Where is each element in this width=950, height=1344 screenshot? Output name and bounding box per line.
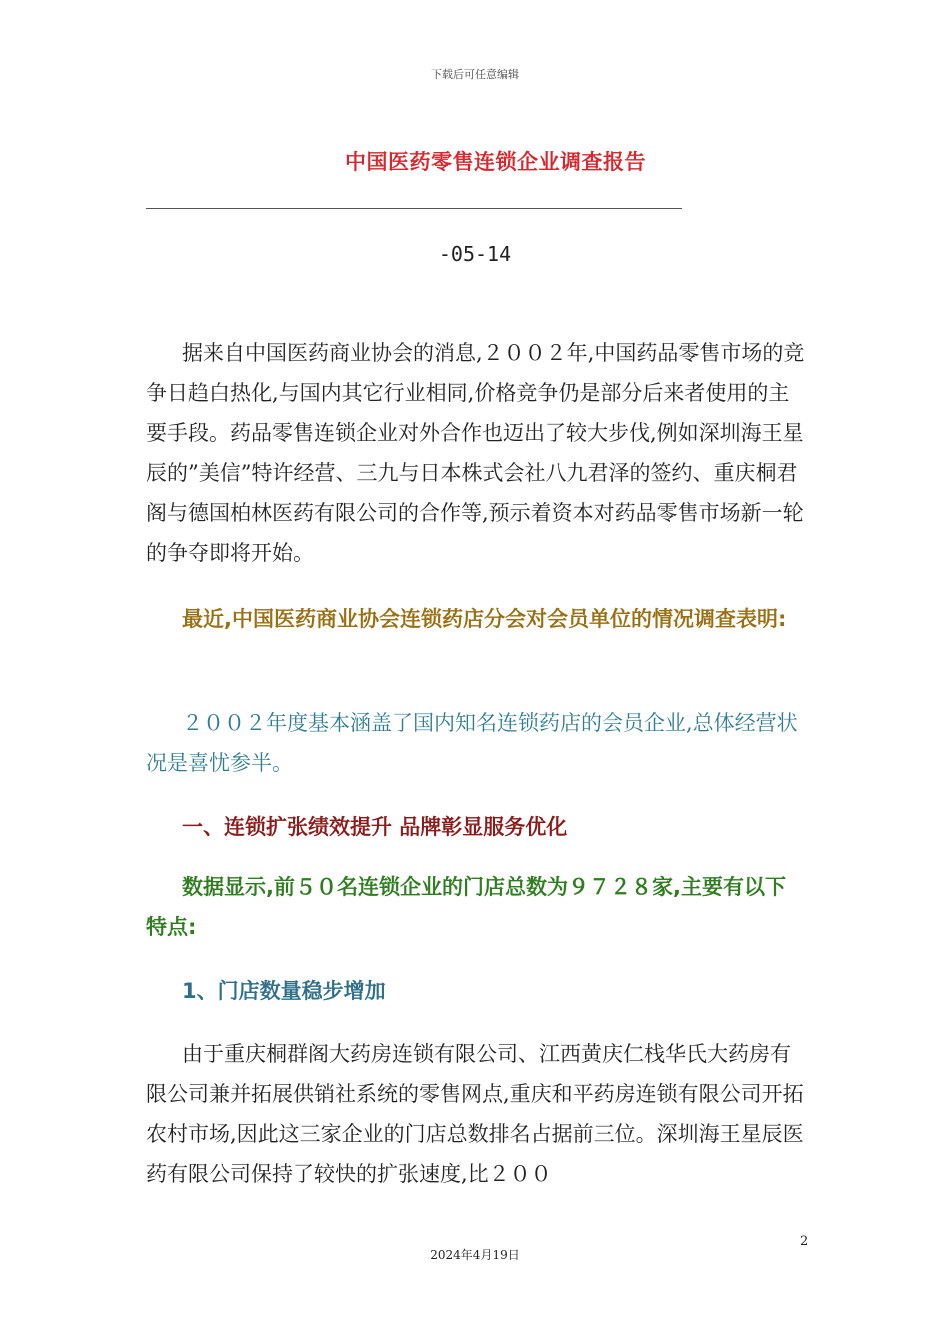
intro-paragraph: 据来自中国医药商业协会的消息,２００２年,中国药品零售市场的竞争日趋白热化,与国内其它行业相同,价格竞争仍是部分后来者使用的主要手段。药品零售连锁企业对外合作也迈出了较大步伐,例如深圳海王星辰的”美信”特许经营、三九与日本株式会社八九君泽的签约、重庆桐君阁与德国柏林医药有限公司的合作等,预示着资本对药品零售市场新一轮的争夺即将开始。	[146, 341, 805, 565]
body-paragraph: 由于重庆桐群阁大药房连锁有限公司、江西黄庆仁栈华氏大药房有限公司兼并拓展供销社系统的零售网点,重庆和平药房连锁有限公司开拓农村市场,因此这三家企业的门店总数排名占据前三位。深圳海王星辰医药有限公司保持了较快的扩张速度,比２００	[146, 1042, 804, 1186]
survey-paragraph: 最近,中国医药商业协会连锁药店分会对会员单位的情况调查表明:	[182, 607, 787, 631]
coverage-paragraph: ２００２年度基本涵盖了国内知名连锁药店的会员企业,总体经营状况是喜忧参半。	[146, 711, 798, 775]
data-summary-paragraph: 数据显示,前５０名连锁企业的门店总数为９７２８家,主要有以下特点:	[146, 875, 786, 939]
document-date: -05-14	[438, 242, 512, 266]
header-note: 下载后可任意编辑	[431, 68, 519, 81]
footer-date: 2024年4月19日	[430, 1248, 520, 1262]
section-1-heading: 一、连锁扩张绩效提升 品牌彰显服务优化	[182, 815, 568, 839]
title-divider	[146, 208, 682, 209]
subsection-1-heading: 1、门店数量稳步增加	[182, 979, 386, 1003]
document-title: 中国医药零售连锁企业调查报告	[345, 150, 646, 174]
page-number: 2	[800, 1234, 809, 1249]
